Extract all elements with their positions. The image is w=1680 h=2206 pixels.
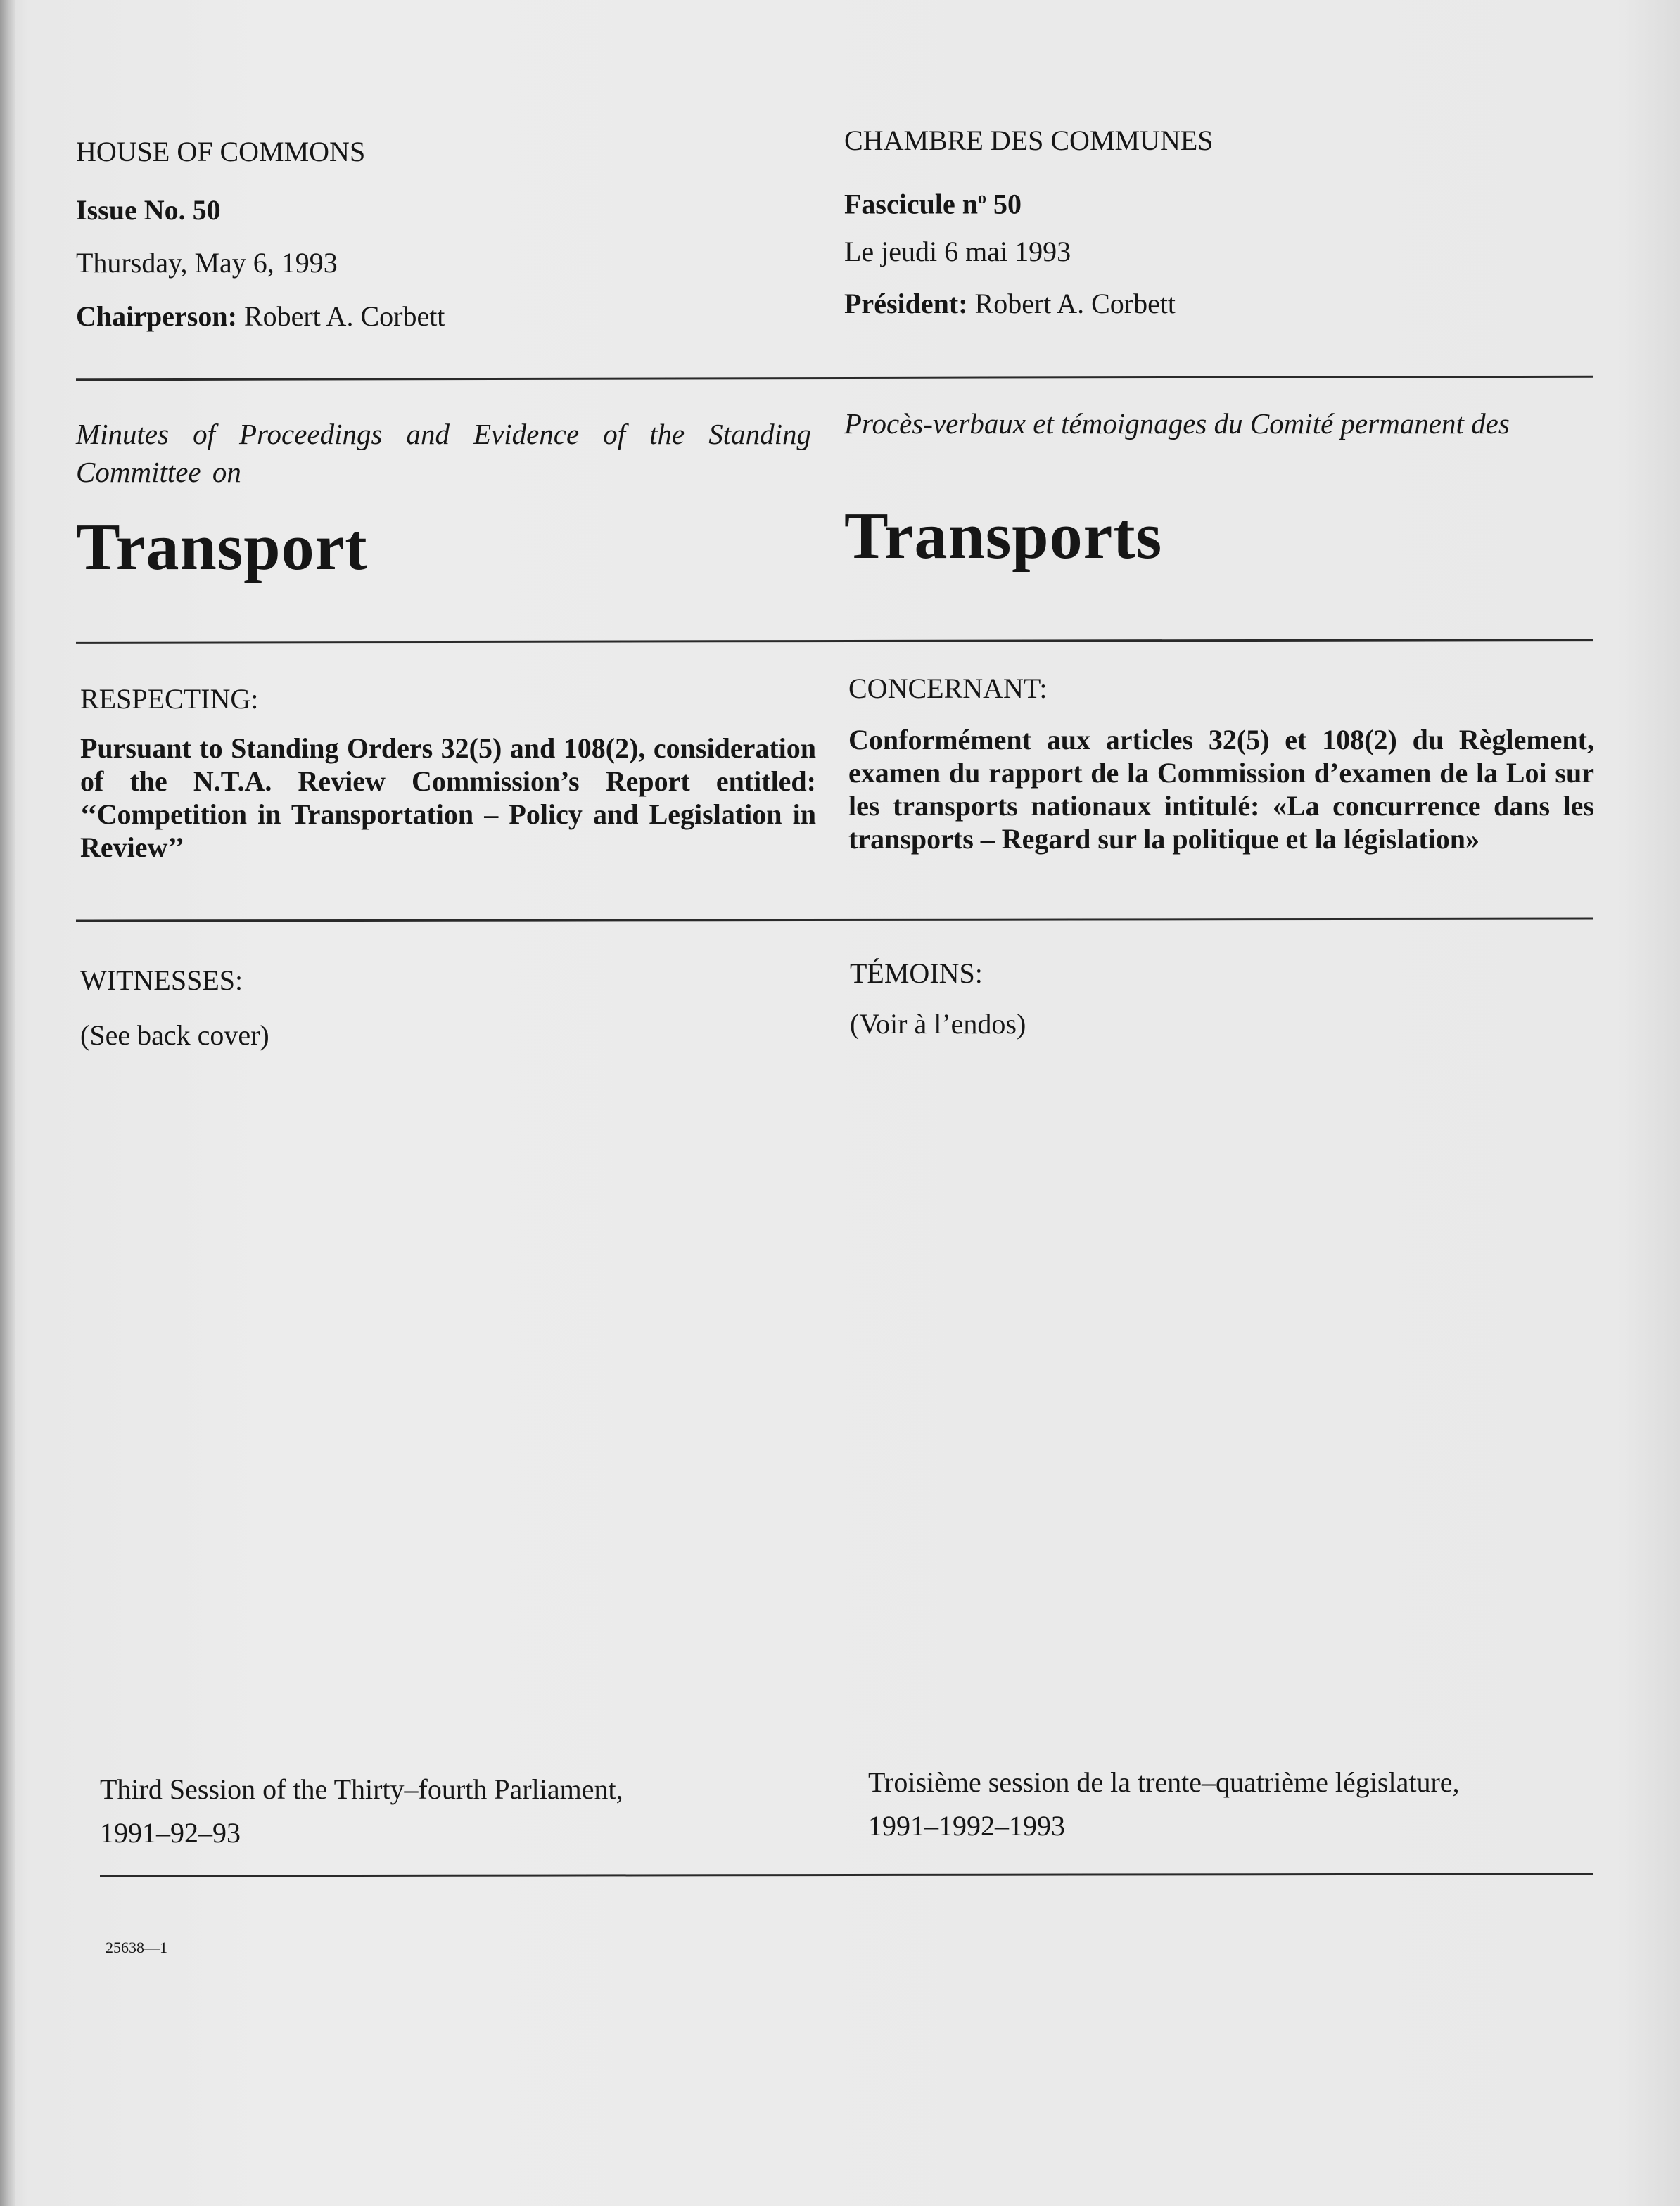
president-label: Président: [844, 288, 968, 319]
divider-rule [76, 639, 1593, 644]
concernant-text: Conformément aux articles 32(5) et 108(2) du Règlement, examen du rapport de la Commission d’examen de la Loi sur les transports nationaux intitulé: «La concurrence dans les transports – Regard sur la politique et la législation» [848, 724, 1594, 855]
issue-number: Issue No. 50 [76, 194, 221, 226]
page-binding-edge [0, 0, 15, 2206]
concernant-label: CONCERNANT: [848, 672, 1048, 704]
temoins-label: TÉMOINS: [850, 957, 983, 989]
chairperson-name: Robert A. Corbett [243, 300, 445, 332]
chairperson-line [76, 300, 445, 333]
fascicule-number [844, 181, 1022, 221]
president-line [844, 287, 1176, 321]
chairperson-label: Chairperson: [76, 300, 237, 332]
divider-rule [76, 917, 1593, 922]
session-line: Third Session of the Thirty–fourth Parliament, [100, 1773, 623, 1805]
session-line-fr: Troisième session de la trente–quatrième législature, [868, 1766, 1460, 1798]
president-name: Robert A. Corbett [974, 288, 1176, 319]
session-years-fr: 1991–1992–1993 [868, 1810, 1065, 1842]
respecting-label: RESPECTING: [80, 683, 259, 715]
witnesses-text: (See back cover) [80, 1019, 269, 1051]
fascicule-num: 50 [986, 188, 1022, 220]
house-of-commons-heading: HOUSE OF COMMONS [76, 136, 366, 167]
chambre-des-communes-heading: CHAMBRE DES COMMUNES [844, 125, 1214, 156]
minutes-title: Minutes of Proceedings and Evidence of the Standing Committee on [76, 418, 811, 488]
divider-rule [100, 1873, 1593, 1877]
date-fr: Le jeudi 6 mai 1993 [844, 236, 1071, 267]
meeting-date: Thursday, May 6, 1993 [76, 247, 338, 279]
fascicule-superscript: o [977, 189, 986, 208]
fascicule-prefix: Fascicule n [844, 188, 978, 220]
temoins-text: (Voir à l’endos) [850, 1008, 1026, 1040]
witnesses-label: WITNESSES: [80, 964, 243, 996]
document-code: 25638—1 [106, 1939, 167, 1956]
committee-name: Transport [76, 511, 368, 584]
proces-verbaux-title: Procès-verbaux et témoignages du Comité permanent des [844, 407, 1510, 440]
divider-rule [76, 376, 1593, 381]
committee-name-fr: Transports [844, 499, 1163, 573]
respecting-text: Pursuant to Standing Orders 32(5) and 108(2), consideration of the N.T.A. Review Commission’s Report entitled: ‘‘Competition in Transportation – Policy and Legislation in Review’’ [80, 732, 816, 863]
session-years: 1991–92–93 [100, 1817, 241, 1849]
